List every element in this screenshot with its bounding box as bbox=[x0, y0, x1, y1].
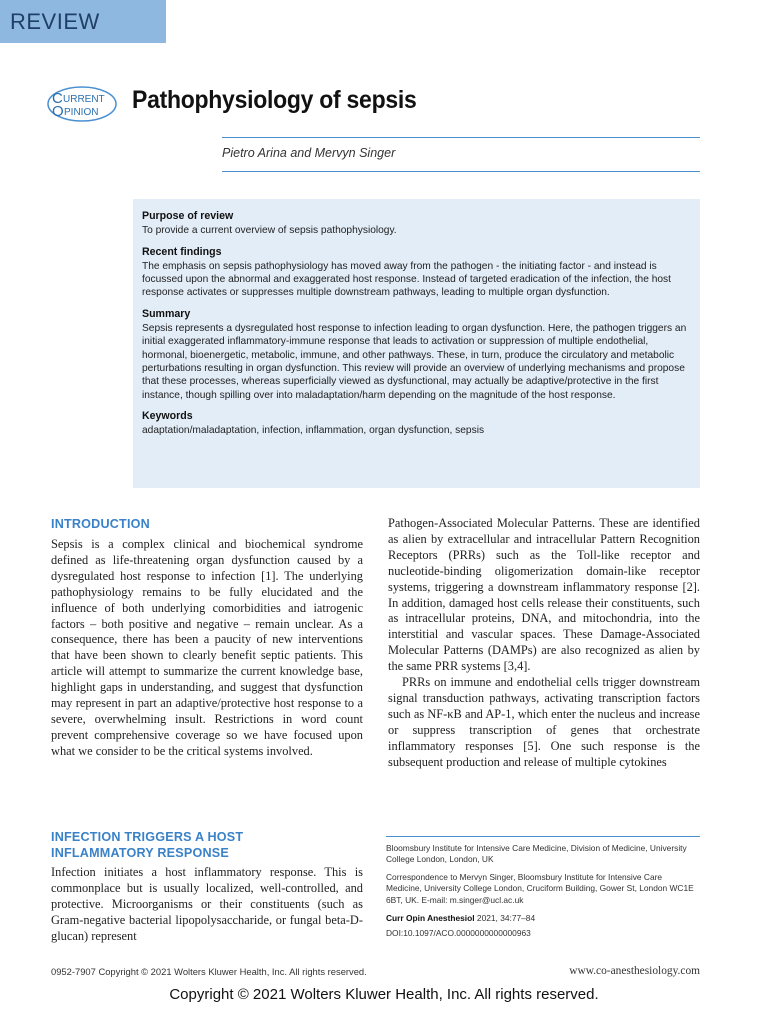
doi: DOI:10.1097/ACO.0000000000000963 bbox=[386, 928, 531, 938]
footer-issn-copyright: 0952-7907 Copyright © 2021 Wolters Kluwer Health, Inc. All rights reserved. bbox=[51, 966, 367, 977]
journal-name: Curr Opin Anesthesiol bbox=[386, 913, 475, 923]
right-para-1: Pathogen-Associated Molecular Patterns. These are identified as alien by extracellular and intracellular Pattern Recognition Receptors (PRRs) such as the Toll-like receptor and nucleotide-binding oligomerization domain-like receptor systems, triggering a downstream inflammatory response [2]. In addition, damaged host cells release their constituents, such as intracellular proteins, DNA, and mitochondria, into the interstitial and vascular spaces. These Damage-Associated Molecular Patterns (DAMPs) are also recognized as alien by the same PRR systems [3,4]. bbox=[388, 516, 700, 674]
logo-line1: URRENT bbox=[63, 94, 105, 105]
purpose-heading: Purpose of review bbox=[142, 210, 234, 222]
infection-heading-line2: INFLAMMATORY RESPONSE bbox=[51, 846, 229, 860]
affiliation-institute: Bloomsbury Institute for Intensive Care Medicine, Division of Medicine, University College London, London, UK bbox=[386, 843, 687, 865]
citation-line bbox=[386, 913, 700, 924]
logo-initial-c: C bbox=[52, 90, 63, 107]
logo-line2: PINION bbox=[64, 107, 99, 118]
copyright-bar: Copyright © 2021 Wolters Kluwer Health, Inc. All rights reserved. bbox=[169, 986, 599, 1003]
authors-rule bbox=[222, 171, 700, 172]
right-column bbox=[388, 516, 700, 771]
introduction-text: Sepsis is a complex clinical and biochemical syndrome defined as life-threatening organ dysfunction caused by a dysregulated host response to infection [1]. The underlying pathophysiology remains to be fully elucidated and the influence of both underlying comorbidities and iatrogenic factors – both positive and negative – remain unclear. As a consequence, there has been a paucity of new interventions that have been shown to clearly benefit septic patients. This article will attempt to summarize the current knowledge base, highlight gaps in understanding, and suggest that dysfunction may represent in part an adaptive/protective host response to a severe, overwhelming insult. Restrictions in word count prevent comprehensive coverage so we have focused upon what we consider to be the critical systems involved. bbox=[51, 537, 363, 758]
summary-text: Sepsis represents a dysregulated host response to infection leading to organ dysfunction. Here, the pathogen triggers an initial exaggerated inflammatory-immune response that leads to activation or suppression of multiple endothelial, hormonal, bioenergetic, metabolic, immune, and other pathways. These, in turn, produce the circulatory and metabolic perturbations resulting in organ dysfunction. This review will provide an overview of underlying mechanisms and propose that these processes, whereas superficially viewed as dysfunctional, may actually be adaptive/protective in the first instance, though spilling over into maladaptation/harm depending on the magnitude of the host response. bbox=[142, 323, 687, 401]
right-para-2: PRRs on immune and endothelial cells trigger downstream signal transduction pathways, activating transcription factors such as NF-κB and AP-1, which enter the nucleus and increase or suppress transcription of genes that orchestrate inflammatory responses [5]. One such response is the subsequent production and release of multiple cytokines bbox=[388, 675, 700, 769]
journal-citation: 2021, 34:77–84 bbox=[474, 913, 536, 923]
journal-website-link[interactable]: www.co-anesthesiology.com bbox=[569, 965, 700, 977]
logo-initial-o: O bbox=[52, 103, 64, 120]
infection-heading bbox=[51, 829, 243, 861]
purpose-text: To provide a current overview of sepsis pathophysiology. bbox=[142, 225, 397, 237]
keywords-text: adaptation/maladaptation, infection, inflammation, organ dysfunction, sepsis bbox=[142, 425, 485, 437]
section-tab: REVIEW bbox=[0, 0, 166, 43]
summary-heading: Summary bbox=[142, 307, 191, 320]
keywords-heading: Keywords bbox=[142, 409, 193, 422]
infection-heading-line1: INFECTION TRIGGERS A HOST bbox=[51, 830, 244, 844]
affiliation-correspondence: Correspondence to Mervyn Singer, Bloomsbury Institute for Intensive Care Medicine, University College London, Cruciform Building, Gower St, London WC1E 6BT, UK. E-mail: m.singer@ucl.ac.uk bbox=[386, 872, 694, 905]
infection-body bbox=[51, 865, 363, 945]
findings-heading: Recent findings bbox=[142, 245, 222, 258]
findings-text: The emphasis on sepsis pathophysiology has moved away from the pathogen - the initiating factor - and instead is focussed upon the abnormal and exaggerated host response. Instead of targeted eradication of the infection, the host response activates or suppresses multiple downstream pathways, leading to multiple organ dysfunction. bbox=[142, 260, 671, 299]
introduction-body bbox=[51, 537, 363, 760]
introduction-heading: INTRODUCTION bbox=[51, 517, 150, 531]
title-rule bbox=[222, 137, 700, 138]
affiliation-rule bbox=[386, 836, 700, 837]
current-opinion-logo-icon bbox=[46, 85, 118, 123]
authors: Pietro Arina and Mervyn Singer bbox=[222, 146, 396, 160]
article-title: Pathophysiology of sepsis bbox=[132, 86, 417, 114]
infection-text: Infection initiates a host inflammatory response. This is commonplace but is usually localized, well-controlled, and protective. Microorganisms or their constituents (such as Gram-negative bacterial lipopolysaccharide, or fungal beta-D-glucan) represent bbox=[51, 865, 363, 943]
abstract-box bbox=[133, 199, 700, 488]
